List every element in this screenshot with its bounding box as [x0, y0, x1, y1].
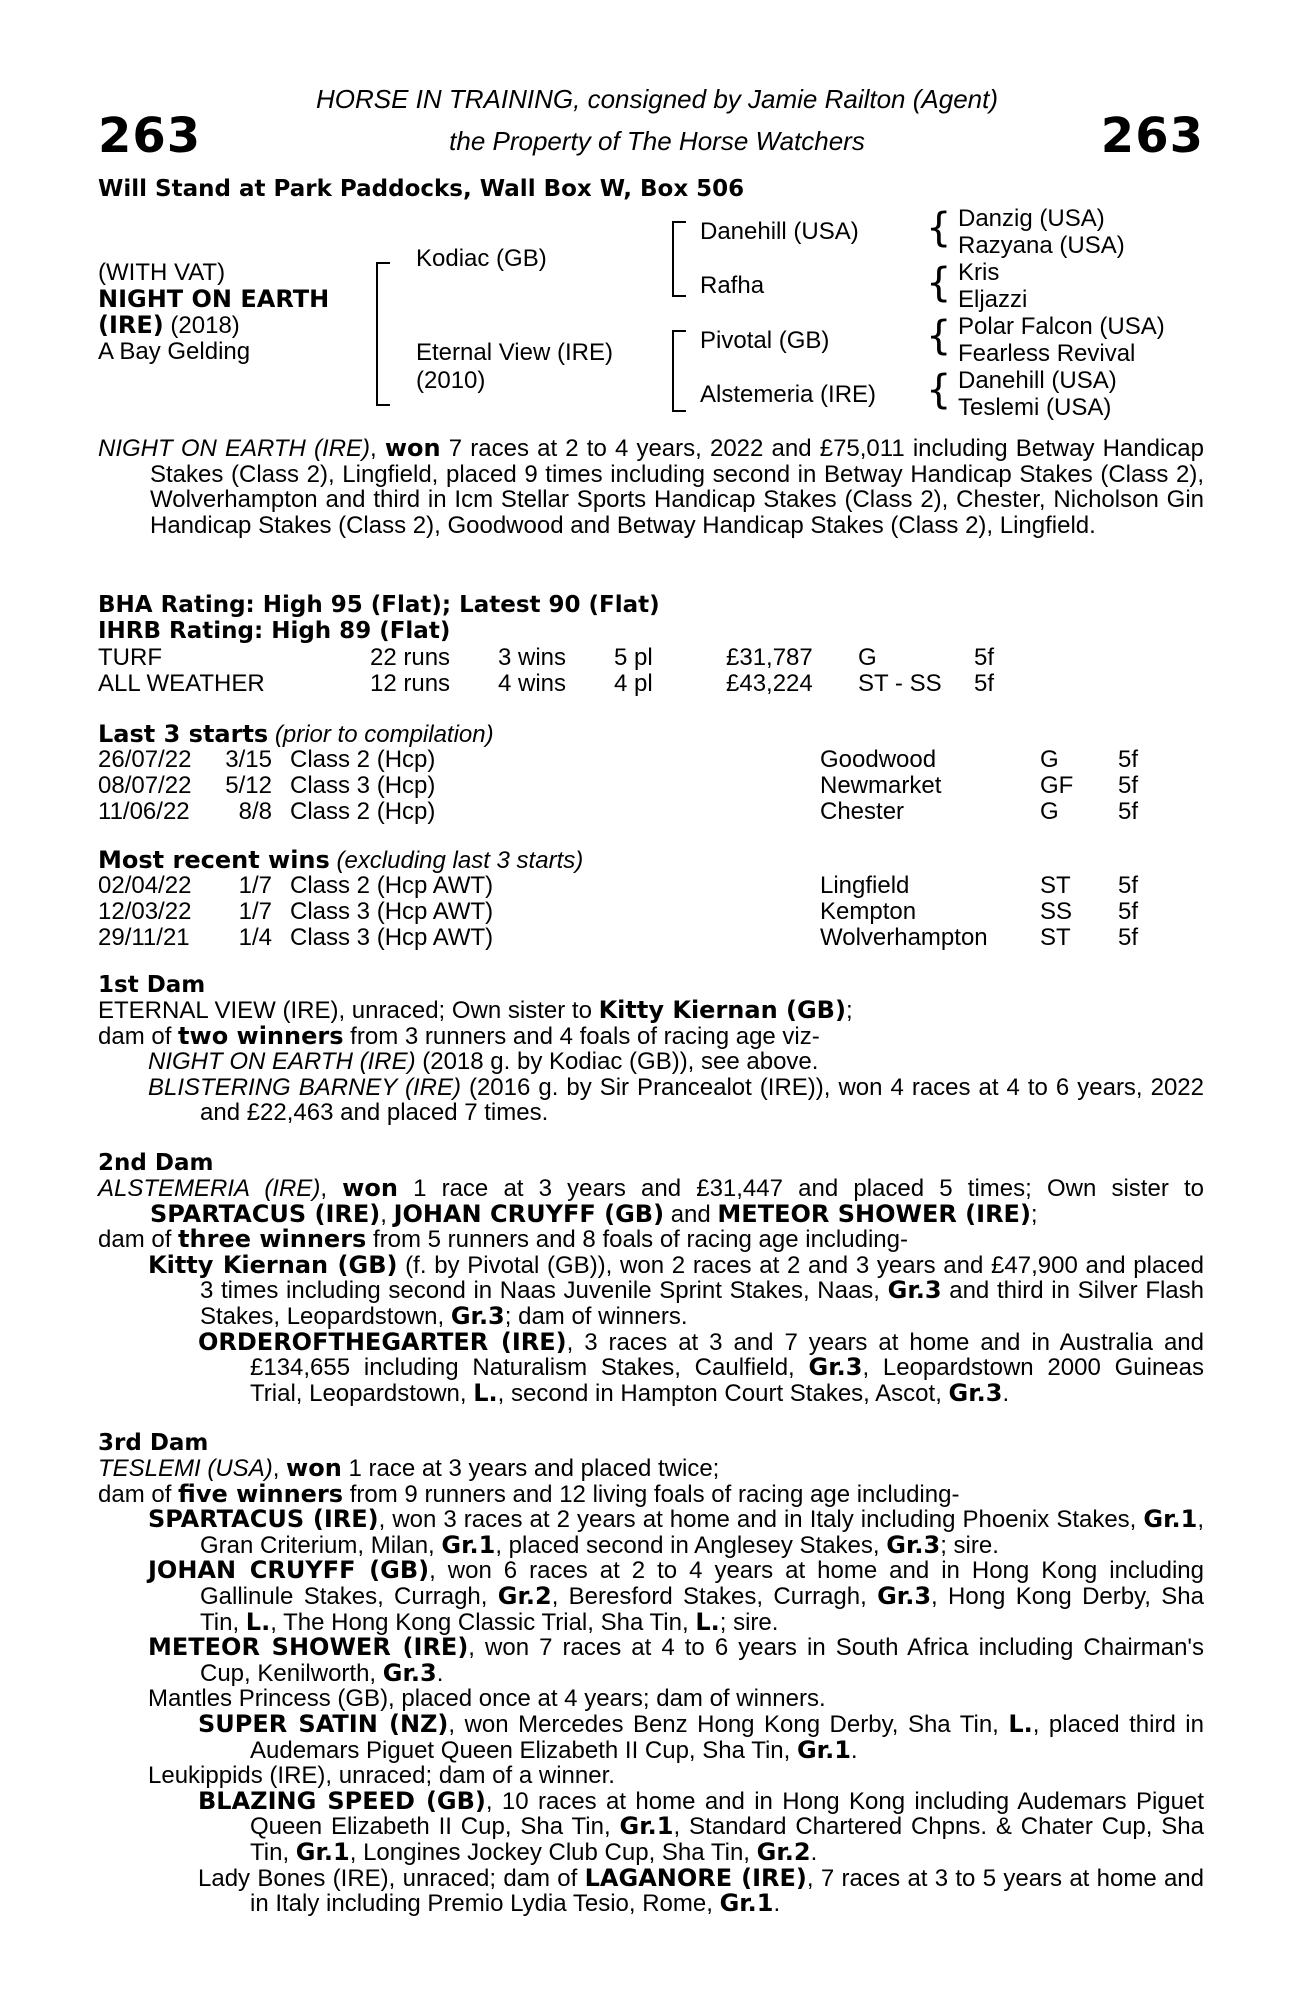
- horse-name-line2: (IRE) (2018): [98, 311, 240, 339]
- pedigree-gg-1: Danzig (USA): [958, 205, 1105, 232]
- lot-number-right: 263: [1100, 108, 1204, 164]
- pedigree-gg-4: Eljazzi: [958, 286, 1028, 313]
- vat-label: (WITH VAT): [98, 259, 226, 286]
- pedigree-gg-5: Polar Falcon (USA): [958, 313, 1165, 340]
- pedigree-gg-6: Fearless Revival: [958, 340, 1136, 367]
- pedigree-brace: [376, 262, 390, 406]
- second-dam-section: ALSTEMERIA (IRE), won 1 race at 3 years and £31,447 and placed 5 times; Own sister to SPARTACUS (IRE), JOHAN CRUYFF (GB) and METEOR SHOWER (IRE); dam of three winners from 5 runners and 8 foals of racing age including- Kitty Kiernan (GB) (f. by Pivotal (GB)), won 2 races at 2 and 3 years and £47,900 and placed 3 times including second in Naas Juvenile Sprint Stakes, Naas, Gr.3 and third in Silver Flash Stakes, Leopardstown, Gr.3; dam of winners. ORDEROFTHEGARTER (IRE), 3 races at 3 and 7 years at home and in Australia and £134,655 including Naturalism Stakes, Caulfield, Gr.3, Leopardstown 2000 Guineas Trial, Leopardstown, L., second in Hampton Court Stakes, Ascot, Gr.3.: [98, 1174, 1205, 1407]
- pedigree-dam-sire: Pivotal (GB): [700, 327, 830, 354]
- sire-brace: [672, 221, 686, 297]
- lot-number-left: 263: [98, 108, 202, 164]
- gg-brace-1: {: [926, 205, 952, 251]
- consignor-line: HORSE IN TRAINING, consigned by Jamie Railton (Agent): [315, 84, 999, 114]
- gg-brace-2: {: [926, 260, 952, 306]
- pedigree-sire-dam: Rafha: [700, 272, 765, 299]
- bha-rating: BHA Rating: High 95 (Flat); Latest 90 (Flat): [98, 592, 660, 618]
- pedigree-dam: Eternal View (IRE): [416, 339, 613, 366]
- dam-brace: [672, 330, 686, 412]
- first-dam-heading: 1st Dam: [98, 972, 206, 998]
- last3-heading: Last 3 starts (prior to compilation): [98, 720, 494, 748]
- third-dam-heading: 3rd Dam: [98, 1430, 209, 1456]
- second-dam-heading: 2nd Dam: [98, 1150, 214, 1176]
- gg-brace-3: {: [926, 313, 952, 359]
- pedigree-dam-dam: Alstemeria (IRE): [700, 381, 877, 408]
- pedigree-gg-8: Teslemi (USA): [958, 394, 1112, 421]
- first-dam-section: ETERNAL VIEW (IRE), unraced; Own sister to Kitty Kiernan (GB); dam of two winners from 3 runners and 4 foals of racing age viz- NIGHT ON EARTH (IRE) (2018 g. by Kodiac (GB)), see above. BLISTERING BARNEY (IRE) (2016 g. by Sir Prancealot (IRE)), won 4 races at 4 to 6 years, 2022 and £22,463 and placed 7 times.: [98, 996, 1204, 1127]
- pedigree-gg-7: Danehill (USA): [958, 367, 1117, 394]
- pedigree-sire-sire: Danehill (USA): [700, 218, 859, 245]
- gg-brace-4: {: [926, 367, 952, 413]
- pedigree-dam-year: (2010): [416, 367, 486, 394]
- horse-description: A Bay Gelding: [98, 338, 251, 365]
- pedigree-gg-3: Kris: [958, 259, 1000, 286]
- horse-name: NIGHT ON EARTH: [98, 285, 330, 313]
- third-dam-section: TESLEMI (USA), won 1 race at 3 years and placed twice; dam of five winners from 9 runners and 12 living foals of racing age including- SPARTACUS (IRE), won 3 races at 2 years at home and in Italy including Phoenix Stakes, Gr.1, Gran Criterium, Milan, Gr.1, placed second in Anglesey Stakes, Gr.3; sire. JOHAN CRUYFF (GB), won 6 races at 2 to 4 years at home and in Hong Kong including Gallinule Stakes, Curragh, Gr.2, Beresford Stakes, Curragh, Gr.3, Hong Kong Derby, Sha Tin, L., The Hong Kong Classic Trial, Sha Tin, L.; sire. METEOR SHOWER (IRE), won 7 races at 4 to 6 years in South Africa including Chairman's Cup, Kenilworth, Gr.3. Mantles Princess (GB), placed once at 4 years; dam of winners. SUPER SATIN (NZ), won Mercedes Benz Hong Kong Derby, Sha Tin, L., placed third in Audemars Piguet Queen Elizabeth II Cup, Sha Tin, Gr.1. Leukippids (IRE), unraced; dam of a winner. BLAZING SPEED (GB), 10 races at home and in Hong Kong including Audemars Piguet Queen Elizabeth II Cup, Sha Tin, Gr.1, Standard Chartered Chpns. & Chater Cup, Sha Tin, Gr.1, Longines Jockey Club Cup, Sha Tin, Gr.2. Lady Bones (IRE), unraced; dam of LAGANORE (IRE), 7 races at 3 to 5 years at home and in Italy including Premio Lydia Tesio, Rome, Gr.1.: [98, 1454, 1205, 1918]
- property-line: the Property of The Horse Watchers: [449, 126, 865, 156]
- ihrb-rating: IHRB Rating: High 89 (Flat): [98, 618, 451, 644]
- stand-location: Will Stand at Park Paddocks, Wall Box W, Box 506: [98, 176, 745, 202]
- recent-wins-heading: Most recent wins (excluding last 3 starts): [98, 846, 584, 874]
- race-summary: NIGHT ON EARTH (IRE), won 7 races at 2 to 4 years, 2022 and £75,011 including Betway Handicap Stakes (Class 2), Lingfield, placed 9 times including second in Betway Handicap Stakes (Class 2), Wolverhampton and third in Icm Stellar Sports Handicap Stakes (Class 2), Chester, Nicholson Gin Handicap Stakes (Class 2), Goodwood and Betway Handicap Stakes (Class 2), Lingfield.: [98, 434, 1205, 539]
- pedigree-gg-2: Razyana (USA): [958, 232, 1125, 259]
- pedigree-sire: Kodiac (GB): [416, 245, 547, 272]
